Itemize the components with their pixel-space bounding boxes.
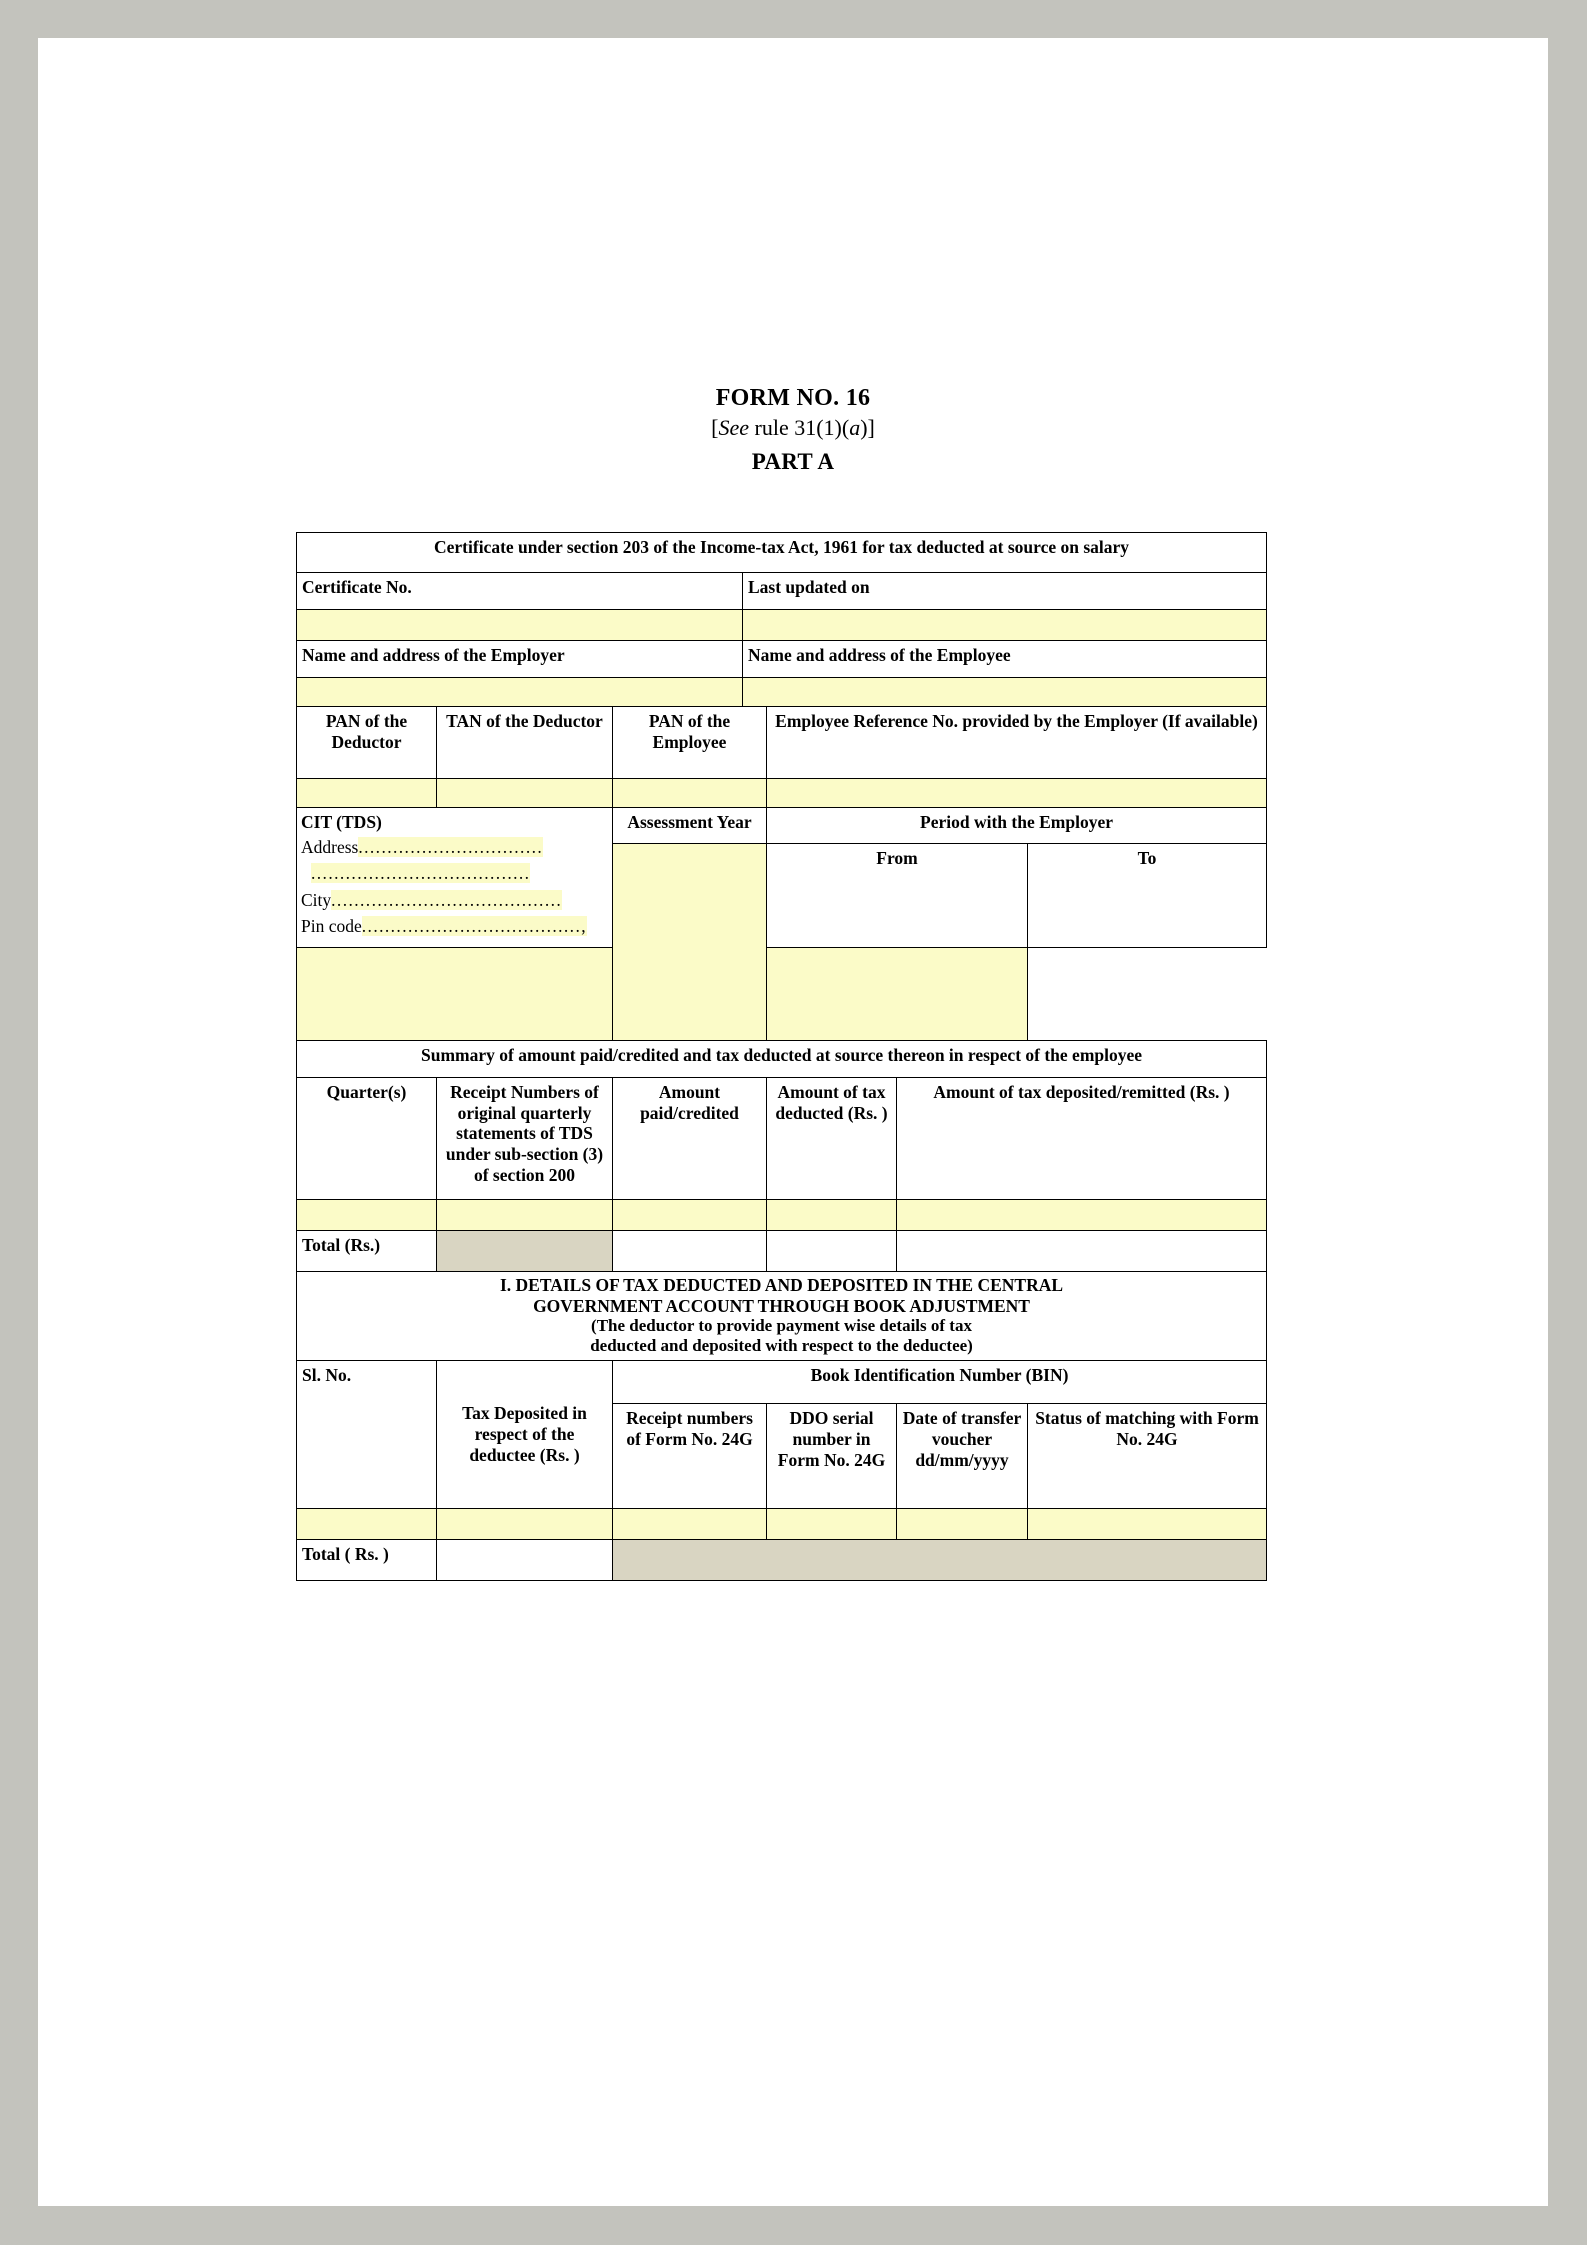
cit-city-line[interactable] bbox=[301, 891, 608, 910]
part-title: PART A bbox=[751, 448, 835, 474]
pan-deductor-field[interactable] bbox=[297, 779, 437, 808]
bin-data-row bbox=[297, 1509, 1267, 1540]
party-value-row bbox=[297, 678, 1267, 707]
summary-total-label: Total (Rs.) bbox=[297, 1231, 437, 1272]
part-one-heading bbox=[297, 1272, 1267, 1361]
bin-header-receipt-numbers-24g: Receipt numbers of Form No. 24G bbox=[613, 1404, 767, 1509]
summary-banner-row bbox=[297, 1041, 1267, 1078]
page-title: FORM NO. 16 bbox=[715, 385, 871, 411]
identifier-value-row bbox=[297, 779, 1267, 808]
cit-pin-line[interactable] bbox=[301, 917, 608, 936]
cit-period-value-row bbox=[297, 948, 1267, 1041]
tan-deductor-field[interactable] bbox=[437, 779, 613, 808]
certificate-value-row bbox=[297, 610, 1267, 641]
rule-reference-open: [ bbox=[711, 415, 719, 441]
rule-reference bbox=[38, 414, 1548, 443]
cit-address-label: Address bbox=[301, 837, 359, 857]
period-from-label: From bbox=[767, 844, 1028, 948]
rule-reference-close: )] bbox=[860, 415, 875, 441]
certificate-no-label: Certificate No. bbox=[297, 573, 743, 610]
bin-header-status-matching-24g: Status of matching with Form No. 24G bbox=[1028, 1404, 1267, 1509]
employer-label: Name and address of the Employer bbox=[297, 641, 743, 678]
bin-total-blocked bbox=[613, 1540, 1267, 1581]
summary-header-quarters: Quarter(s) bbox=[297, 1078, 437, 1200]
summary-total-tax-deducted[interactable] bbox=[767, 1231, 897, 1272]
summary-header-receipt-numbers: Receipt Numbers of original quarterly statements of TDS under sub-section (3) of section 200 bbox=[437, 1078, 613, 1200]
cit-address-line-2[interactable] bbox=[301, 864, 608, 883]
last-updated-label: Last updated on bbox=[743, 573, 1267, 610]
form16-part-a-table bbox=[296, 532, 1267, 1581]
summary-cell-tax-deposited[interactable] bbox=[897, 1200, 1267, 1231]
certificate-no-field[interactable] bbox=[297, 610, 743, 641]
employer-field[interactable] bbox=[297, 678, 743, 707]
party-label-row bbox=[297, 641, 1267, 678]
bin-header-group: Book Identification Number (BIN) bbox=[613, 1361, 1267, 1404]
bin-header-row-1 bbox=[297, 1361, 1267, 1404]
cit-pin-dots: ......................................, bbox=[361, 915, 587, 936]
bin-cell-ddo-serial-24g[interactable] bbox=[767, 1509, 897, 1540]
summary-cell-receipt-numbers[interactable] bbox=[437, 1200, 613, 1231]
pan-employee-field[interactable] bbox=[613, 779, 767, 808]
bin-cell-receipt-numbers-24g[interactable] bbox=[613, 1509, 767, 1540]
bin-header-date-of-transfer-voucher: Date of transfer voucher dd/mm/yyyy bbox=[897, 1404, 1028, 1509]
bin-header-tax-deposited: Tax Deposited in respect of the deductee (Rs. ) bbox=[437, 1361, 613, 1509]
employee-reference-label: Employee Reference No. provided by the Employer (If available) bbox=[767, 707, 1267, 779]
summary-header-tax-deposited: Amount of tax deposited/remitted (Rs. ) bbox=[897, 1078, 1267, 1200]
form-table-wrapper bbox=[296, 532, 1266, 1581]
cit-address-line2-dots: ...................................... bbox=[311, 863, 531, 884]
assessment-year-field[interactable] bbox=[613, 844, 767, 1041]
bin-cell-status-matching-24g[interactable] bbox=[1028, 1509, 1267, 1540]
certificate-label-row bbox=[297, 573, 1267, 610]
cit-tds-heading: CIT (TDS) bbox=[301, 812, 382, 832]
employee-field[interactable] bbox=[743, 678, 1267, 707]
period-to-label: To bbox=[1028, 844, 1267, 948]
summary-cell-tax-deducted[interactable] bbox=[767, 1200, 897, 1231]
summary-total-row bbox=[297, 1231, 1267, 1272]
summary-cell-quarters[interactable] bbox=[297, 1200, 437, 1231]
rule-reference-see: See bbox=[718, 415, 749, 441]
tan-deductor-label: TAN of the Deductor bbox=[437, 707, 613, 779]
bin-cell-sl-no[interactable] bbox=[297, 1509, 437, 1540]
cit-city-dots: ........................................ bbox=[331, 889, 563, 910]
bin-total-tax-deposited[interactable] bbox=[437, 1540, 613, 1581]
employee-label: Name and address of the Employee bbox=[743, 641, 1267, 678]
pan-employee-label: PAN of the Employee bbox=[613, 707, 767, 779]
summary-cell-amount-paid[interactable] bbox=[613, 1200, 767, 1231]
cit-address-dots: ................................ bbox=[358, 837, 544, 857]
employee-reference-field[interactable] bbox=[767, 779, 1267, 808]
cit-address-line[interactable] bbox=[301, 838, 608, 857]
summary-total-receipt-blocked bbox=[437, 1231, 613, 1272]
cit-header-row bbox=[297, 808, 1267, 844]
part-one-heading-line-2: GOVERNMENT ACCOUNT THROUGH BOOK ADJUSTMENT bbox=[533, 1295, 1030, 1316]
certificate-banner-row bbox=[297, 533, 1267, 573]
bin-total-label: Total ( Rs. ) bbox=[297, 1540, 437, 1581]
assessment-year-label: Assessment Year bbox=[613, 808, 767, 844]
bin-total-row bbox=[297, 1540, 1267, 1581]
summary-banner: Summary of amount paid/credited and tax deducted at source thereon in respect of the employee bbox=[297, 1041, 1267, 1078]
bin-header-ddo-serial-24g: DDO serial number in Form No. 24G bbox=[767, 1404, 897, 1509]
summary-header-tax-deducted: Amount of tax deducted (Rs. ) bbox=[767, 1078, 897, 1200]
identifier-header-row bbox=[297, 707, 1267, 779]
summary-total-amount-paid[interactable] bbox=[613, 1231, 767, 1272]
bin-header-sl-no: Sl. No. bbox=[297, 1361, 437, 1509]
rule-reference-body: rule 31(1)( bbox=[749, 415, 850, 441]
document-heading bbox=[38, 383, 1548, 477]
summary-header-amount-paid: Amount paid/credited bbox=[613, 1078, 767, 1200]
cit-city-label: City bbox=[301, 889, 332, 910]
summary-header-row bbox=[297, 1078, 1267, 1200]
last-updated-field[interactable] bbox=[743, 610, 1267, 641]
period-to-field[interactable] bbox=[767, 948, 1028, 1041]
rule-reference-clause: a bbox=[849, 415, 861, 441]
part-one-heading-row bbox=[297, 1272, 1267, 1361]
period-with-employer-label: Period with the Employer bbox=[767, 808, 1267, 844]
bin-cell-date-of-transfer-voucher[interactable] bbox=[897, 1509, 1028, 1540]
cit-pin-label: Pin code bbox=[301, 915, 362, 936]
period-from-field[interactable] bbox=[297, 948, 613, 1041]
part-one-heading-line-3: (The deductor to provide payment wise details of tax bbox=[591, 1316, 972, 1336]
bin-cell-tax-deposited[interactable] bbox=[437, 1509, 613, 1540]
summary-total-tax-deposited[interactable] bbox=[897, 1231, 1267, 1272]
pan-deductor-label: PAN of the Deductor bbox=[297, 707, 437, 779]
cit-tds-block bbox=[297, 808, 613, 948]
summary-data-row bbox=[297, 1200, 1267, 1231]
part-one-heading-line-1: I. DETAILS OF TAX DEDUCTED AND DEPOSITED IN THE CENTRAL bbox=[499, 1275, 1064, 1295]
part-one-heading-line-4: deducted and deposited with respect to the deductee) bbox=[590, 1336, 973, 1356]
document-page bbox=[38, 38, 1548, 2206]
certificate-banner: Certificate under section 203 of the Income-tax Act, 1961 for tax deducted at source on salary bbox=[297, 533, 1267, 573]
